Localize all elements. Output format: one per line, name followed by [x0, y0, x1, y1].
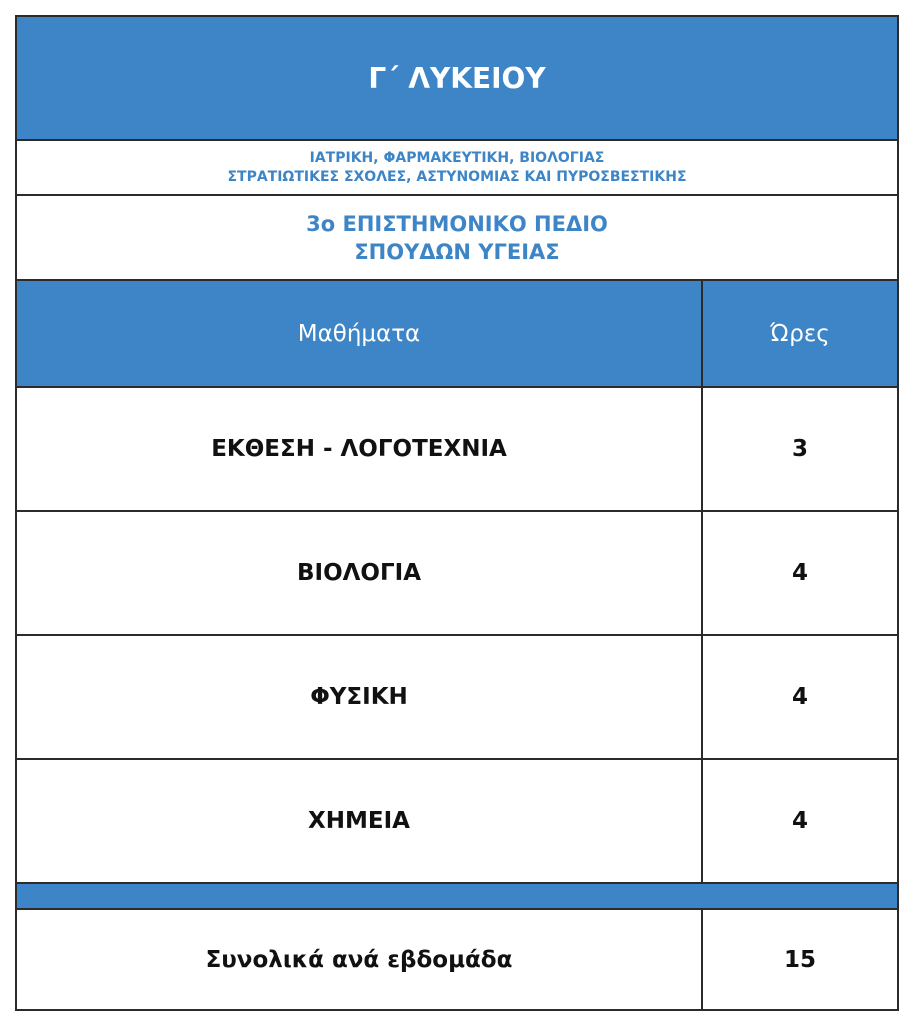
field-line-1: 3ο ΕΠΙΣΤΗΜΟΝΙΚΟ ΠΕΔΙΟ: [306, 211, 608, 236]
column-header-row: [17, 281, 897, 388]
field-line-2: ΣΠΟΥΔΩΝ ΥΓΕΙΑΣ: [354, 239, 560, 264]
table-row: [17, 760, 897, 884]
scientific-field-block: [17, 196, 897, 281]
subtitle-line-2: ΣΤΡΑΤΙΩΤΙΚΕΣ ΣΧΟΛΕΣ, ΑΣΤΥΝΟΜΙΑΣ ΚΑΙ ΠΥΡΟΣΒΕΣΤΙΚΗΣ: [227, 168, 687, 185]
subject-cell: ΒΙΟΛΟΓΙΑ: [296, 560, 421, 586]
total-hours: 15: [701, 910, 897, 1009]
hours-cell: 4: [701, 760, 897, 882]
hours-cell: 4: [701, 636, 897, 758]
hours-cell: 3: [701, 388, 897, 510]
hours-cell: 4: [701, 512, 897, 634]
total-label: Συνολικά ανά εβδομάδα: [205, 946, 513, 973]
subtitle-line-1: ΙΑΤΡΙΚΗ, ΦΑΡΜΑΚΕΥΤΙΚΗ, ΒΙΟΛΟΓΙΑΣ: [309, 149, 605, 166]
subject-cell: ΕΚΘΕΣΗ - ΛΟΓΟΤΕΧΝΙΑ: [211, 436, 507, 462]
subtitle-block: [17, 141, 897, 196]
subject-cell: ΦΥΣΙΚΗ: [310, 684, 408, 710]
subject-cell: ΧΗΜΕΙΑ: [308, 808, 410, 834]
total-row: [17, 910, 897, 1009]
table-row: [17, 512, 897, 636]
schedule-table: [15, 15, 899, 1011]
column-header-hours: Ώρες: [701, 281, 897, 386]
table-row: [17, 636, 897, 760]
table-title: [17, 17, 897, 141]
title-text: Γ΄ ΛΥΚΕΙΟΥ: [368, 61, 546, 95]
separator-band: [17, 884, 897, 910]
column-header-subjects: Μαθήματα: [297, 320, 421, 347]
table-row: [17, 388, 897, 512]
